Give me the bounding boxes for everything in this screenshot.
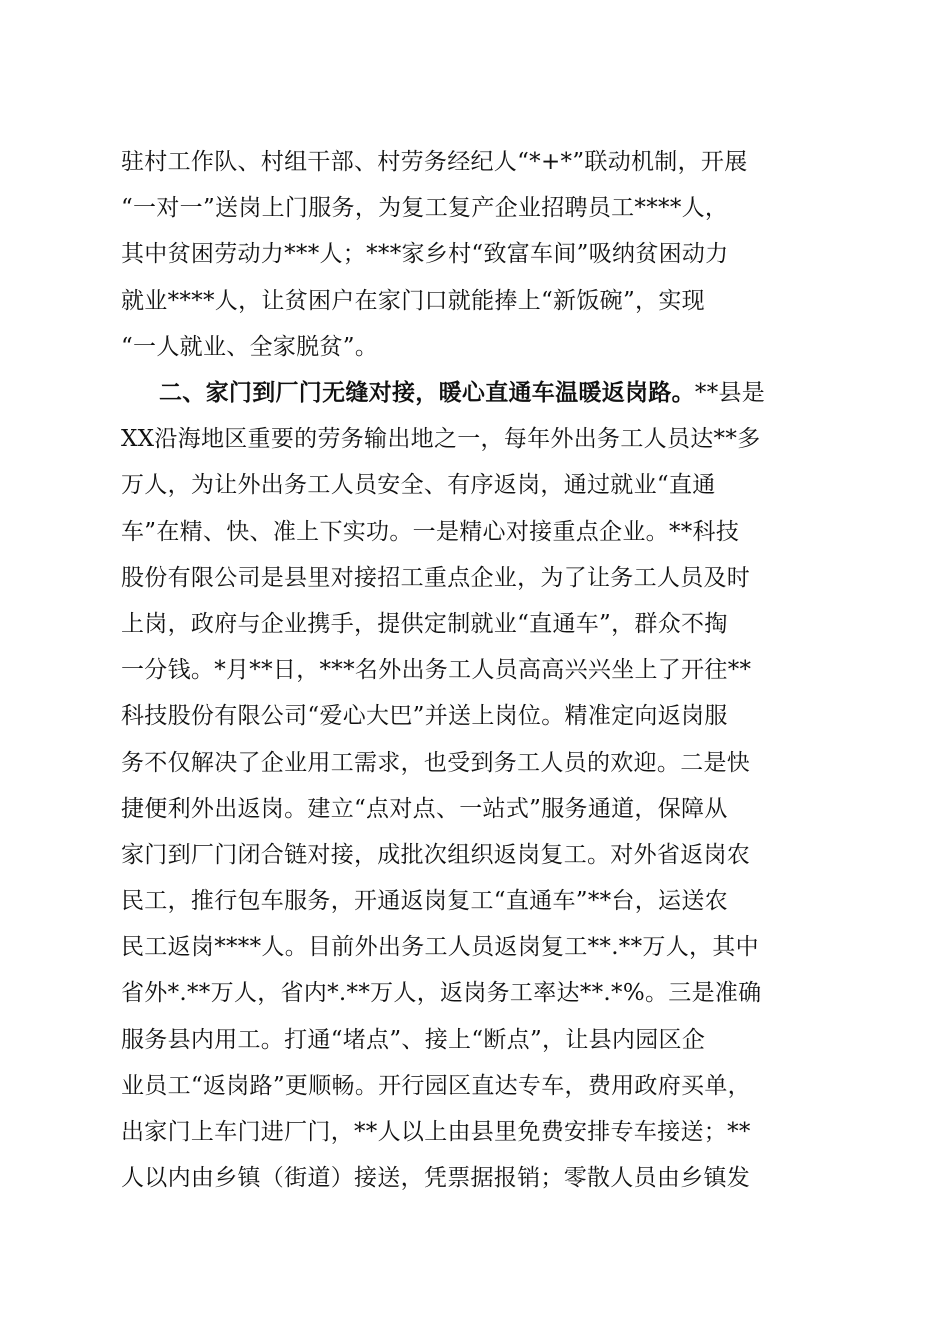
text-line: 万人，为让外出务工人员安全、有序返岗，通过就业“直通 xyxy=(121,472,716,499)
text-line: 捷便利外出返岗。建立“点对点、一站式”服务通道，保障从 xyxy=(121,795,728,822)
text-line: “一对一”送岗上门服务，为复工复产企业招聘员工****人， xyxy=(121,195,729,222)
text-line: 一分钱。*月**日，***名外出务工人员高高兴兴坐上了开往** xyxy=(121,657,752,684)
text-line: 省外*.**万人，省内*.**万人，返岗务工率达**.*%。三是准确 xyxy=(121,980,762,1007)
text-line: XX沿海地区重要的劳务输出地之一，每年外出务工人员达**多 xyxy=(121,426,761,453)
text-line: 人以内由乡镇（街道）接送，凭票据报销；零散人员由乡镇发 xyxy=(121,1165,751,1192)
paragraph-1-tail xyxy=(121,139,831,370)
text-line: 驻村工作队、村组干部、村劳务经纪人“*+*”联动机制，开展 xyxy=(121,149,748,175)
text-line: 其中贫困劳动力***人；***家乡村“致富车间”吸纳贫困动力 xyxy=(121,241,729,268)
text-line: 家门到厂门闭合链对接，成批次组织返岗复工。对外省返岗农 xyxy=(121,841,751,868)
paragraph-2 xyxy=(121,370,831,1201)
text-line: 上岗，政府与企业携手，提供定制就业“直通车”，群众不掏 xyxy=(121,610,728,637)
text-line: 股份有限公司是县里对接招工重点企业，为了让务工人员及时 xyxy=(121,564,751,591)
text-line: 业员工“返岗路”更顺畅。开行园区直达专车，费用政府买单， xyxy=(121,1072,751,1099)
heading-line-rest: **县是 xyxy=(694,380,766,406)
text-line: 务不仅解决了企业用工需求，也受到务工人员的欢迎。二是快 xyxy=(121,749,751,776)
text-line: 出家门上车门进厂门，**人以上由县里免费安排专车接送；** xyxy=(121,1119,751,1145)
text-line: “一人就业、全家脱贫”。 xyxy=(121,333,379,360)
section-heading: 二、家门到厂门无缝对接，暖心直通车温暖返岗路。 xyxy=(159,380,695,406)
text-line: 服务县内用工。打通“堵点”、接上“断点”，让县内园区企 xyxy=(121,1026,706,1053)
text-line: 民工，推行包车服务，开通返岗复工“直通车”**台，运送农 xyxy=(121,888,728,915)
text-line: 就业****人，让贫困户在家门口就能捧上“新饭碗”，实现 xyxy=(121,287,705,314)
paragraph-2-first-line xyxy=(121,370,831,416)
text-line: 科技股份有限公司“爱心大巴”并送上岗位。精准定向返岗服 xyxy=(121,703,728,730)
text-line: 民工返岗****人。目前外出务工人员返岗复工**.**万人，其中 xyxy=(121,934,759,961)
text-line: 车”在精、快、准上下实功。一是精心对接重点企业。**科技 xyxy=(121,518,740,545)
